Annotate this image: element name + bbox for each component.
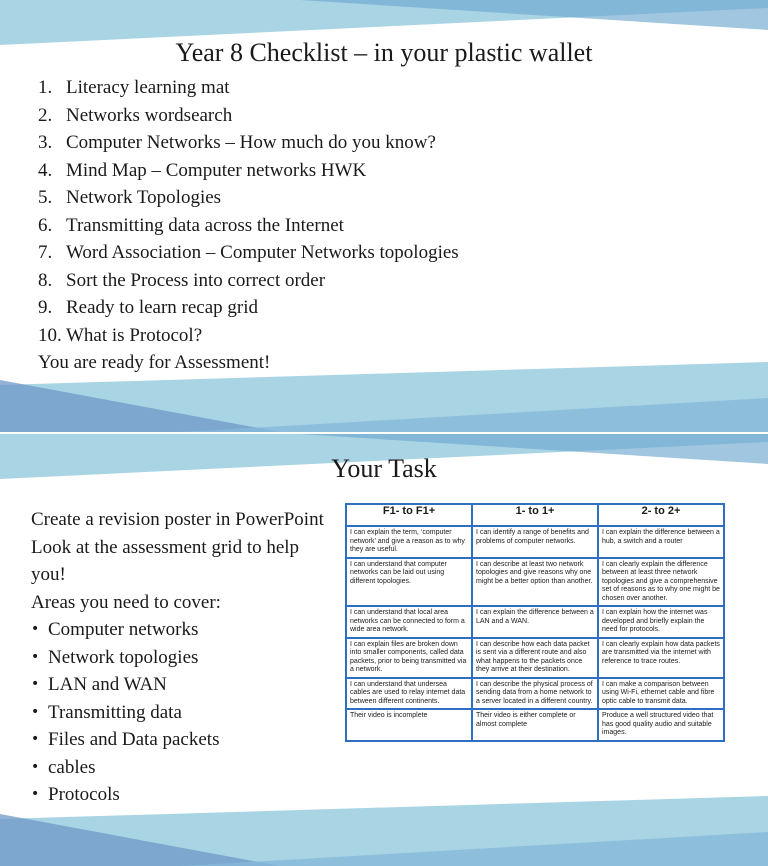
item-text: What is Protocol? (66, 324, 203, 346)
item-text: Sort the Process into correct order (66, 269, 326, 291)
area-text: Files and Data packets (48, 729, 220, 750)
grid-cell: I can understand that computer networks can be laid out using different topologies. (346, 558, 472, 607)
grid-cell: I can understand that undersea cables are used to relay internet data between different continents. (346, 678, 472, 710)
checklist-item (38, 294, 459, 322)
item-number: 6. (38, 214, 53, 236)
area-item (31, 781, 331, 809)
checklist-slide (0, 0, 768, 432)
item-text: Mind Map – Computer networks HWK (66, 159, 367, 181)
area-item (31, 644, 331, 672)
item-number: 9. (38, 297, 53, 318)
grid-cell: I can explain the difference between a hub, a switch and a router (598, 526, 724, 558)
grid-cell: I can clearly explain the difference between at least three network topologies and give a comprehensive set of reasons as to why one might be chosen over another. (598, 558, 724, 607)
task-line: Areas you need to cover: (31, 591, 221, 613)
grid-cell: I can describe how each data packet is sent via a different route and also what happens to the packets once they arrive at their destination. (472, 638, 598, 678)
item-text: Network Topologies (66, 187, 222, 208)
bullet-icon: • (31, 648, 40, 665)
grid-cell: I can explain the term, ‘computer network’ and give a reason as to why they are useful. (346, 526, 472, 558)
grid-cell: I can describe the physical process of sending data from a home network to a server located in a different country. (472, 678, 598, 710)
item-text: Ready to learn recap grid (66, 297, 259, 318)
checklist-item (38, 322, 459, 350)
bullet-icon: • (31, 758, 40, 775)
slide-title: Your Task (331, 454, 437, 483)
area-text: Transmitting data (48, 701, 182, 723)
bullet-icon: • (31, 676, 40, 692)
item-text: Networks wordsearch (66, 104, 233, 126)
item-number: 7. (38, 242, 53, 263)
checklist-item (38, 129, 459, 157)
grid-header-row (346, 504, 724, 526)
item-number: 1. (38, 77, 53, 98)
area-item (31, 726, 331, 754)
grid-cell: I can make a comparison between using Wi-Fi, ethernet cable and fibre optic cable to transmit data. (598, 678, 724, 710)
checklist-item (38, 157, 459, 185)
grid-cell: Their video is either complete or almost complete (472, 709, 598, 741)
grid-cell: I can understand that local area networks can be connected to form a wide area network. (346, 606, 472, 638)
task-line: Look at the assessment grid to help you! (31, 536, 300, 585)
checklist-item (38, 74, 459, 102)
grid-header-cell: 2- to 2+ (598, 504, 724, 526)
checklist-item (38, 267, 459, 295)
area-item (31, 754, 331, 782)
item-text: Word Association – Computer Networks topologies (66, 242, 459, 263)
item-text: Transmitting data across the Internet (66, 214, 344, 236)
task-slide (0, 434, 768, 866)
item-text: Literacy learning mat (66, 77, 230, 98)
item-number: 10. (38, 324, 62, 346)
area-text: cables (48, 756, 96, 778)
grid-row (346, 709, 724, 741)
item-number: 8. (38, 269, 53, 291)
area-text: Computer networks (48, 619, 199, 640)
area-item (31, 699, 331, 727)
area-text: Network topologies (48, 646, 199, 668)
item-number: 3. (38, 132, 53, 153)
grid-cell: I can explain how the internet was developed and briefly explain the need for protocols. (598, 606, 724, 638)
grid-row (346, 678, 724, 710)
grid-row (346, 606, 724, 638)
grid-cell: I can clearly explain how data packets are transmitted via the internet with reference to trace routes. (598, 638, 724, 678)
area-text: Protocols (48, 784, 120, 805)
area-text: LAN and WAN (48, 674, 167, 695)
checklist (38, 74, 459, 349)
checklist-item (38, 184, 459, 212)
grid-row (346, 558, 724, 607)
checklist-item (38, 102, 459, 130)
grid-cell: I can describe at least two network topologies and give reasons why one might be a better option than another. (472, 558, 598, 607)
item-number: 2. (38, 104, 53, 126)
checklist-item (38, 212, 459, 240)
assessment-grid (345, 503, 725, 742)
item-number: 4. (38, 159, 53, 181)
task-line: Create a revision poster in PowerPoint (31, 509, 324, 530)
grid-header-cell: 1- to 1+ (472, 504, 598, 526)
item-text: Computer Networks – How much do you know? (66, 132, 436, 153)
bullet-icon: • (31, 786, 40, 802)
grid-cell: Their video is incomplete (346, 709, 472, 741)
grid-cell: I can explain files are broken down into smaller components, called data packets, prior to being transmitted via a network. (346, 638, 472, 678)
grid-cell: I can identify a range of benefits and problems of computer networks. (472, 526, 598, 558)
task-instructions (31, 506, 331, 809)
grid-cell: Produce a well structured video that has good quality audio and suitable images. (598, 709, 724, 741)
areas-list (31, 616, 331, 809)
bullet-icon: • (31, 621, 40, 637)
closing-text: You are ready for Assessment! (38, 352, 271, 373)
grid-cell: I can explain the difference between a LAN and a WAN. (472, 606, 598, 638)
grid-header-cell: F1- to F1+ (346, 504, 472, 526)
grid-row (346, 638, 724, 678)
bullet-icon: • (31, 703, 40, 720)
bullet-icon: • (31, 731, 40, 747)
item-number: 5. (38, 187, 53, 208)
area-item (31, 616, 331, 644)
checklist-item (38, 239, 459, 267)
grid-row (346, 526, 724, 558)
area-item (31, 671, 331, 699)
slide-title: Year 8 Checklist – in your plastic wallet (175, 38, 593, 67)
